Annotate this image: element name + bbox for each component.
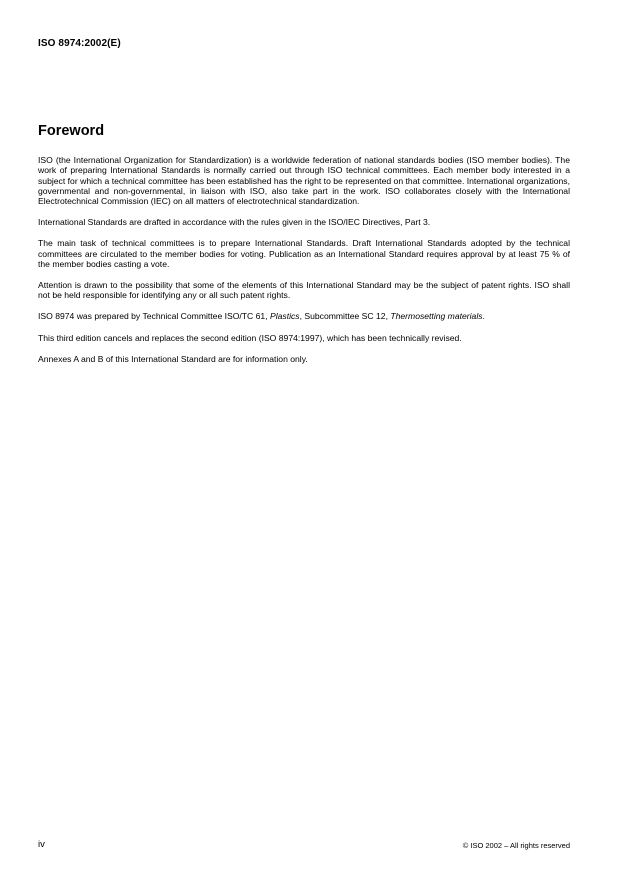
foreword-body xyxy=(38,155,570,375)
preparation-italic-plastics: Plastics xyxy=(269,311,300,322)
page-number: iv xyxy=(38,839,45,850)
preparation-text-3: . xyxy=(482,311,485,322)
paragraph-patent-rights: Attention is drawn to the possibility that some of the elements of this International Standard may be the subject of patent rights. ISO shall not be held responsible for identifying any or all such patent rights. xyxy=(38,280,570,301)
document-id: ISO 8974:2002(E) xyxy=(38,38,121,49)
preparation-italic-thermosetting: Thermosetting materials xyxy=(390,311,483,322)
section-title: Foreword xyxy=(38,123,105,139)
paragraph-annexes: Annexes A and B of this International Standard are for information only. xyxy=(38,353,308,364)
paragraph-iso-intro: ISO (the International Organization for Standardization) is a worldwide federation of national standards bodies (ISO member bodies). The work of preparing International Standards is normally carried out through ISO technical committees. Each member body interested in a subject for which a technical committee has been established has the right to be represented on that committee. International organizations, governmental and non-governmental, in liaison with ISO, also take part in the work. ISO collaborates closely with the International Electrotechnical Commission (IEC) on all matters of electrotechnical standardization. xyxy=(38,155,570,207)
paragraph-committee-task: The main task of technical committees is to prepare International Standards. Draft International Standards adopted by the technical committees are circulated to the member bodies for voting. Publication as an International Standard requires approval by at least 75 % of the member bodies casting a vote. xyxy=(38,238,570,269)
preparation-text-1: ISO 8974 was prepared by Technical Committee ISO/TC 61, xyxy=(38,311,270,322)
paragraph-edition: This third edition cancels and replaces the second edition (ISO 8974:1997), which has been technically revised. xyxy=(38,332,462,343)
paragraph-preparation xyxy=(38,311,570,321)
copyright-notice: © ISO 2002 – All rights reserved xyxy=(462,841,570,850)
paragraph-drafting-rules: International Standards are drafted in accordance with the rules given in the ISO/IEC Directives, Part 3. xyxy=(38,217,431,228)
preparation-text-2: , Subcommittee SC 12, xyxy=(299,311,391,322)
